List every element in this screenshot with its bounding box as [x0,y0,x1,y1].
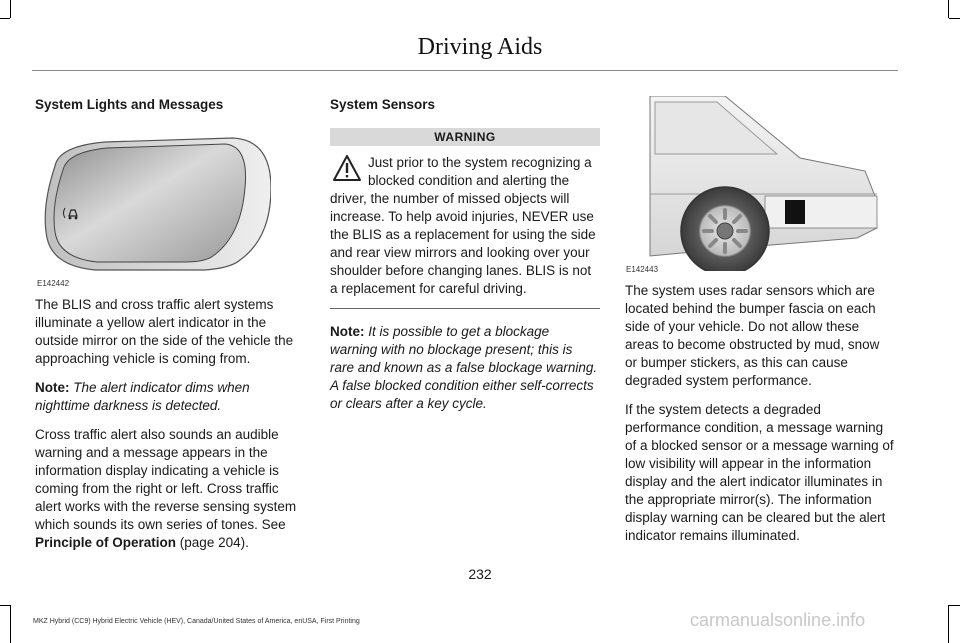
warning-title: WARNING [330,128,600,146]
crop-mark [10,0,11,18]
crop-mark [949,605,960,606]
cross-reference-link[interactable]: Principle of Operation [35,535,177,550]
header-divider [32,70,898,71]
column-right [625,96,895,556]
watermark: carmanualsonline.info [690,610,866,630]
side-mirror-image [35,128,271,278]
crop-mark [948,0,949,18]
radar-sensor-area [785,200,805,224]
section-heading-system-sensors: System Sensors [330,97,436,112]
note-text: The alert indicator dims when nighttime darkness is detected. [35,380,250,413]
warning-body [330,146,600,298]
page-title: Driving Aids [417,34,543,60]
warning-text: Just prior to the system recognizing a blocked condition and alerting the driver, the number of missed objects will increase. To help avoid injuries, NEVER use the BLIS as a replacement for using the side and rear view mirrors and looking over your shoulder before changing lanes. BLIS is not a replacement for careful driving. [330,155,596,296]
warning-triangle-icon [332,154,362,182]
warning-box [330,128,600,309]
note [330,323,600,413]
note-label: Note: [35,380,70,395]
crop-mark [948,605,949,643]
warning-divider [330,308,600,309]
paragraph: If the system detects a degraded performance condition, a message warning of a blocked sensor or a message warning of low visibility will appear in the information display and the alert indicator illuminates in the appropriate mirror(s). The information display warning can be cleared but the alert indicator remains illuminated. [625,402,894,543]
column-left [35,96,305,563]
section-heading-system-lights: System Lights and Messages [35,97,224,112]
crop-mark [10,605,11,643]
paragraph: The BLIS and cross traffic alert systems illuminate a yellow alert indicator in the outside mirror on the side of the vehicle the approaching vehicle is coming from. [35,297,294,366]
mirror-illustration [35,128,271,288]
crop-mark [949,18,960,19]
vehicle-rear-illustration [625,96,895,276]
note-label: Note: [330,324,365,339]
page-number: 232 [468,566,492,582]
cross-reference-page: (page 204). [179,535,249,550]
paragraph-text: Cross traffic alert also sounds an audible warning and a message appears in the information display indicating a vehicle is coming from the right or left. Cross traffic alert works with the reverse sensing system which sounds its own series of tones. See [35,427,297,532]
footer-document-info: MKZ Hybrid (CC9) Hybrid Electric Vehicle (HEV), Canada/United States of America, enUSA, First Printing [33,618,360,625]
figure-label: E142443 [626,265,659,274]
vehicle-rear-image [625,96,895,271]
column-middle [330,96,600,424]
note-text: It is possible to get a blockage warning with no blockage present; this is rare and known as a false blockage warning. A false blocked condition either self-corrects or clears after a key cycle. [330,324,598,411]
paragraph: The system uses radar sensors which are located behind the bumper fascia on each side of your vehicle. Do not allow these areas to become obstructed by mud, snow or bumper stickers, as this can cause degraded system performance. [625,283,880,388]
figure-label: E142442 [37,279,70,288]
crop-mark [0,605,10,606]
note [35,379,305,415]
paragraph [35,426,305,552]
crop-mark [0,18,10,19]
